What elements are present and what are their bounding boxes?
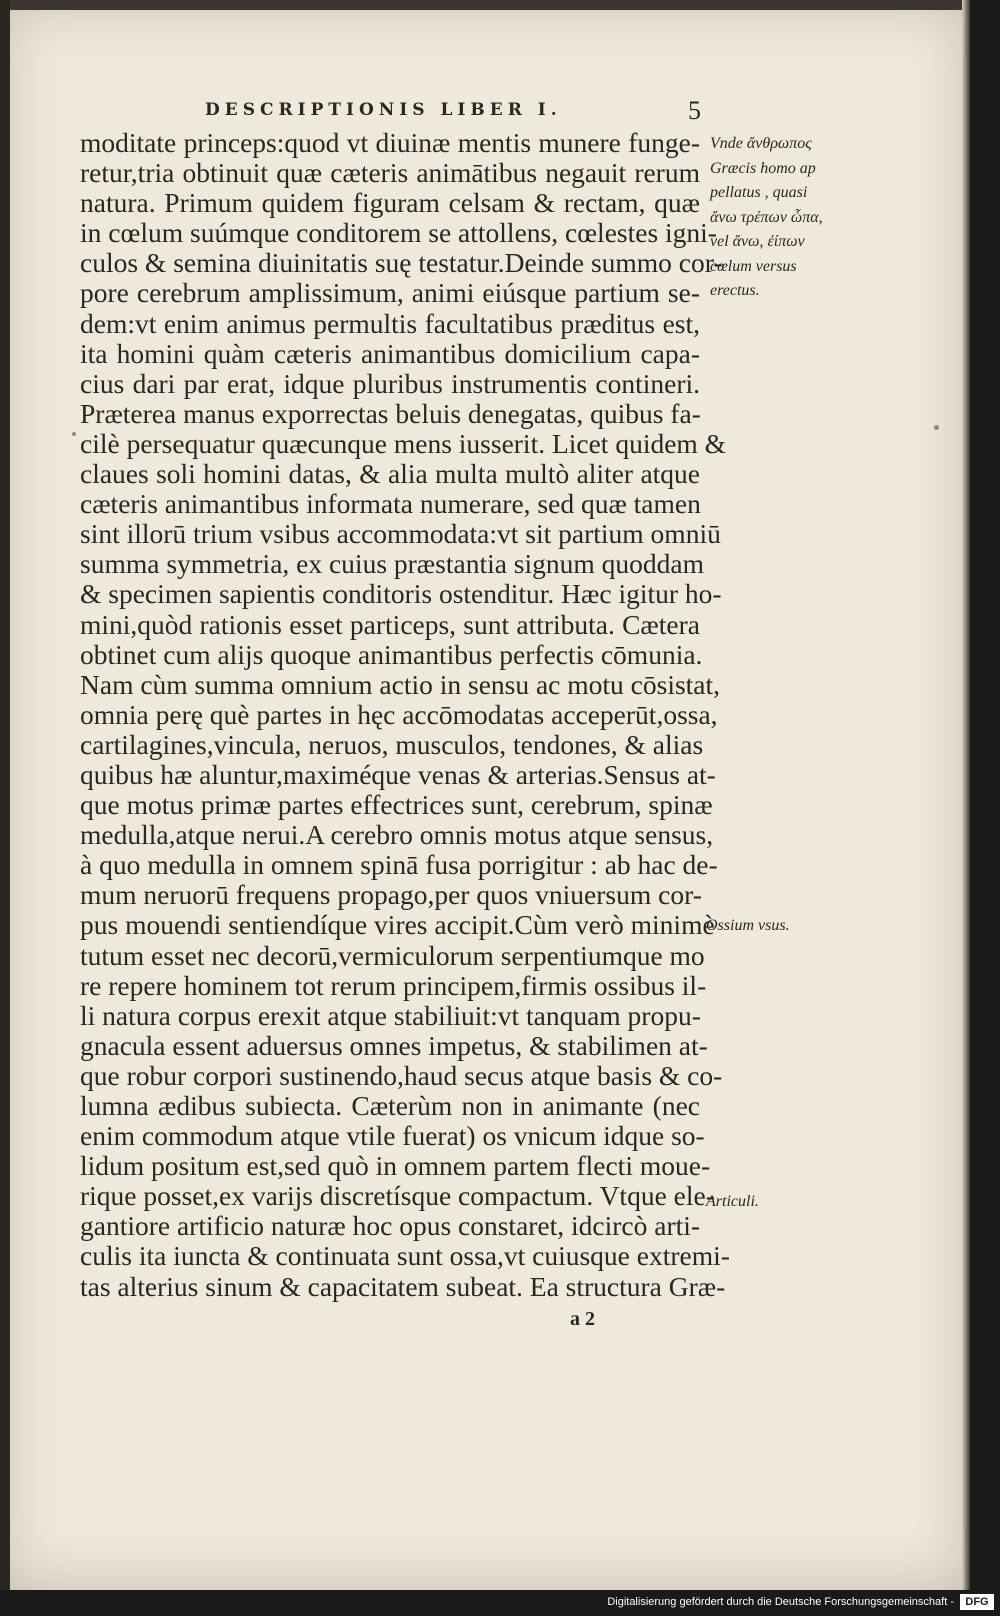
text-line: cartilagines,vincula, neruos, musculos, tendones, & alias (80, 728, 704, 760)
page-number: 5 (688, 96, 701, 125)
text-line: Præterea manus exporrectas beluis denegatas, quibus fa- (80, 397, 701, 429)
text-line: & specimen sapientis conditoris ostenditur. Hæc igitur ho- (80, 578, 722, 610)
running-head: DESCRIPTIONIS LIBER I. (205, 100, 562, 120)
text-line: ita homini quàm cæteris animantibus domicilium capa- (80, 337, 700, 369)
text-line: lidum positum est,sed quò in omnem partem flecti moue- (80, 1150, 711, 1182)
signature-mark: a 2 (570, 1308, 595, 1330)
text-line: culos & semina diuinitatis suę testatur.Deinde summo cor- (80, 247, 723, 279)
margin-note-line: Ossium vsus. (706, 917, 790, 934)
text-line: sint illorū trium vsibus accommodata:vt sit partium omniū (80, 518, 721, 550)
text-line: omnia perę què partes in hęc accōmodatas acceperūt,ossa, (80, 698, 718, 730)
digitization-credit: Digitalisierung gefördert durch die Deutsche Forschungsgemeinschaft - (607, 1596, 954, 1608)
text-line: retur,tria obtinuit quæ cæteris animātibus negauit rerum (80, 157, 700, 189)
page-right-edge (962, 0, 970, 1590)
text-line: medulla,atque nerui.A cerebro omnis motus atque sensus, (80, 819, 714, 851)
margin-note-line: erectus. (710, 282, 760, 299)
text-line: tutum esset nec decorū,vermiculorum serpentiumque mo (80, 939, 705, 971)
text-line: que motus primæ partes effectrices sunt, cerebrum, spinæ (80, 789, 713, 821)
text-line: in cœlum suúmque conditorem se attollens, cœlestes igni- (80, 217, 717, 249)
text-line: Nam cùm summa omnium actio in sensu ac motu cōsistat, (80, 668, 721, 700)
margin-note-etymology (710, 132, 850, 304)
margin-note-line: vel ἄνω, ἐίπων (710, 233, 805, 250)
page-top-edge (0, 0, 970, 10)
main-text-block (80, 127, 730, 1302)
margin-note-line: pellatus , quasi (710, 184, 808, 201)
text-line: culis ita iuncta & continuata sunt ossa,vt cuiusque extremi- (80, 1240, 730, 1272)
margin-note-line: ἄνω τρέπων ὦπα, (710, 208, 823, 226)
text-line: enim commodum atque vtile fuerat) os vnicum idque so- (80, 1120, 705, 1152)
margin-note-line: Græcis homo ap (710, 159, 816, 177)
text-line: pus mouendi sentiendíque vires accipit.Cùm verò minimè (80, 909, 715, 941)
text-line: moditate princeps:quod vt diuinæ mentis munere funge- (80, 127, 700, 158)
margin-note-articuli (706, 1190, 846, 1215)
paper-spot (934, 425, 939, 430)
dfg-logo: DFG (960, 1594, 994, 1610)
text-line: pore cerebrum amplissimum, animi eiúsque partium se- (80, 277, 700, 309)
text-line: claues soli homini datas, & alia multa multò aliter atque (80, 458, 700, 490)
margin-note-line: Vnde ἄνθρωπος (710, 135, 812, 152)
text-line: natura. Primum quidem figuram celsam & rectam, quæ (80, 187, 700, 219)
text-line: summa symmetria, ex cuius præstantia signum quoddam (80, 548, 705, 580)
margin-note-line: cœlum versus (710, 257, 797, 275)
text-line: obtinet cum alijs quoque animantibus perfectis cōmunia. (80, 638, 703, 670)
paper-spot (72, 432, 76, 436)
text-line: mum neruorū frequens propago,per quos vniuersum cor- (80, 879, 702, 911)
text-line: mini,quòd rationis esset particeps, sunt attributa. Cætera (80, 608, 700, 640)
margin-note-line: Articuli. (706, 1193, 759, 1210)
text-line: cilè persequatur quæcunque mens iusserit. Licet quidem & (80, 427, 727, 459)
text-line: cæteris animantibus informata numerare, sed quæ tamen (80, 488, 701, 520)
text-line: quibus hæ aluntur,maximéque venas & arterias.Sensus at- (80, 758, 716, 790)
text-line: lumna ædibus subiecta. Cæterùm non in animante (nec (80, 1090, 700, 1121)
text-line: li natura corpus erexit atque stabiliuit:vt tanquam propu- (80, 999, 701, 1031)
margin-note-ossium (706, 914, 846, 939)
text-line: dem:vt enim animus permultis facultatibus præditus est, (80, 307, 700, 339)
page-left-edge (0, 0, 10, 1590)
text-line: à quo medulla in omnem spinā fusa porrigitur : ab hac de- (80, 849, 718, 881)
text-line: gnacula essent aduersus omnes impetus, & stabilimen at- (80, 1029, 708, 1061)
text-line: re repere hominem tot rerum principem,firmis ossibus il- (80, 969, 707, 1001)
text-line: que robur corpori sustinendo,haud secus atque basis & co- (80, 1059, 723, 1091)
text-line: cius dari par erat, idque pluribus instrumentis contineri. (80, 367, 700, 399)
text-line: rique posset,ex varijs discretísque compactum. Vtque ele- (80, 1180, 715, 1212)
text-line: tas alterius sinum & capacitatem subeat. Ea structura Græ- (80, 1270, 726, 1302)
text-line: gantiore artificio naturæ hoc opus constaret, idcircò arti- (80, 1210, 701, 1242)
